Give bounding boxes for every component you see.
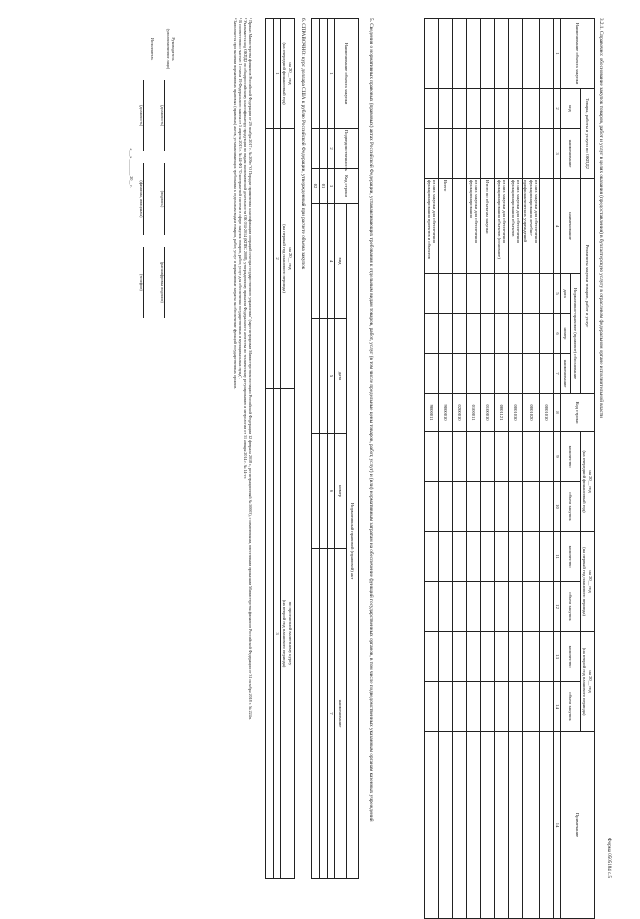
row-code: 9000010	[439, 394, 453, 432]
th6-y1: на 20__ год (на очередной финансовый год)	[281, 19, 295, 129]
table-row	[453, 19, 467, 919]
table-row	[540, 19, 554, 919]
row-label: Всего	[439, 179, 453, 274]
row-code: 0100011	[467, 394, 481, 432]
footnotes	[233, 18, 253, 878]
th5-sub: Подведомственность	[335, 129, 359, 169]
head-name-field	[165, 247, 176, 318]
th-note: Примечание	[561, 732, 595, 919]
row-label: из них закупки для обеспечения функционирования лечебно-профилактических учреждений	[523, 179, 540, 274]
footnote-1: ¹ Приказ Министерства финансов Российской Федерации от 29 ноября 2017 г. № 209н "О Порядке применения классификации операций сектора государственного управления" (зарегистрирован Министерством юстиции Российской Федерации 12 февраля 2018 г., регистрационный № 50003), с изменениями, внесенными приказами Министерства финансов Российской Федерации от 31 октября 2018 г. № 224н.	[248, 18, 253, 720]
th5-act: Нормативный правовой (правовой) акт	[347, 204, 359, 879]
th-object: Наименование объекта закупки	[561, 19, 595, 89]
th6-y3: по прогнозной валютному курсу (на второй год планового периода)	[281, 389, 295, 879]
row-label: из них закупки для обеспечения функционирования объектов	[509, 179, 523, 274]
table-row	[266, 19, 274, 879]
table-row	[495, 19, 509, 919]
table-row	[481, 19, 495, 919]
footnote-2: ² Указывается код ОКПД2 по общероссийскому классификатору продукции по видам экономической деятельности ОК 034-2014 (КПЕС 2008), утвержденному приказом Федерального агентства по техническому регулированию и метрологии от 31 января 2014 г. № 14-ст.	[243, 18, 248, 479]
row-code: 0001020	[523, 394, 540, 432]
th-qty2: количество	[561, 532, 581, 582]
th-vol2: объем закупок	[561, 582, 581, 632]
footnote-4: ⁴ Заполняется при наличии нормативных правовых (правовых) актов, устанавливающих требования к отдельным видам товаров, работ, услуг и нормативные затраты на обеспечение функций государственных органов.	[233, 18, 238, 390]
rotated-form-sheet	[45, 18, 611, 878]
th-line-code: Код строки	[561, 394, 595, 432]
signature-date: «___» ________ 20__ г.	[129, 148, 134, 188]
th5-date: дата	[335, 319, 347, 434]
column-number-row-6: 1 2 3	[274, 19, 281, 879]
th-date: дата	[561, 274, 571, 314]
th-qty3: количество	[561, 632, 581, 682]
row-code: 0001030	[509, 394, 523, 432]
footnote-3: ³ В соответствии с частью 1 статьи 19 Федерального закона от 5 апреля 2013 г. № 44-ФЗ "О контрактной системе в сфере закупок товаров, работ, услуг для обеспечения государственных и муниципальных нужд".	[238, 18, 243, 380]
section-321-title: 3.2.1. Справочно: обоснование закупок товаров, работ и услуг в целях оказания (предоставления) в бухгалтерскую услугу в отраслевом федеральном органе исполнительной власти	[598, 18, 604, 418]
th-year2: на 20__ год (на первый год планового периода)	[581, 532, 595, 632]
column-number-row-5: 1 2 3 4 5 6 7	[328, 19, 335, 879]
row-label: из них закупки для обеспечения функционирования	[467, 179, 481, 274]
row-label: Итого по объектам закупки	[481, 179, 495, 274]
signature-block: Руководитель (уполномоченное лицо) (должность) (подпись) (расшифровка подписи) Исполнитель (должность) (фамилия, инициалы) (телефон) «___» ________ 20__ г.	[123, 18, 175, 318]
th-year3: на 20__ год (на второй год планового периода)	[581, 632, 595, 732]
head-label: Руководитель	[171, 37, 176, 61]
th5-type: вид	[335, 204, 347, 319]
th5-num: номер	[335, 434, 347, 549]
table-row: 02	[312, 19, 320, 879]
th-goods: Товары, работы и услуги по ОКПД2	[581, 89, 595, 179]
th-type: наименование	[561, 179, 581, 274]
row-code: 0100010	[481, 394, 495, 432]
section-6-title: 6. СПРАВОЧНО: курс доллара США к рублю Российской Федерации, утвержденный при расчете объема закупок	[300, 18, 306, 270]
th-year1: на 20__ год (на очередной финансовый год)	[581, 432, 595, 532]
row-code: 0200010	[453, 394, 467, 432]
table-row	[467, 19, 481, 919]
table-row	[439, 19, 453, 919]
row-code: 0001121	[495, 394, 509, 432]
table-row: 01	[320, 19, 328, 879]
table-row	[509, 19, 523, 919]
th-vol1: объем закупок	[561, 482, 581, 532]
usd-rate-table	[265, 18, 295, 879]
row-label: из них закупки для обеспечения функционирования проектов и объектов	[425, 179, 439, 274]
exec-position-field	[144, 80, 155, 151]
th-name-b: наименование	[561, 354, 571, 394]
column-number-row: 1 2 3 4 5 6 7 8 9 10 11 12 13 14 14	[554, 19, 561, 919]
section-5-title: 5. Сведения о нормативных правовых (правовых) актах Российской Федерации, устанавливающих требования к отдельным видам товаров, работ, услуг (в том числе предельные цены товаров, работ, услуг) и (или) нормативным затратам на обеспечение функций государственных органов, в том числе подведомственных указанным органам казенных учреждений	[368, 18, 374, 822]
th-name: наименование	[561, 129, 581, 179]
row-code: 9000011	[425, 394, 439, 432]
exec-label: Исполнитель	[150, 37, 155, 61]
exec-phone-field	[144, 247, 155, 318]
th-qty1: количество	[561, 432, 581, 482]
th-num: номер	[561, 314, 571, 354]
th5-code: Код строки	[335, 169, 359, 204]
table-row	[523, 19, 540, 919]
legal-acts-table	[311, 18, 359, 879]
row-label: из них закупки для обеспечения функционирования объектов (основное)	[495, 179, 509, 274]
row-label	[453, 179, 467, 274]
head-signature-field	[165, 163, 176, 234]
th5-name: наименование	[335, 549, 347, 879]
th-vol3: объем закупок	[561, 682, 581, 732]
table-row	[425, 19, 439, 919]
procurement-table	[424, 18, 595, 919]
th-code: код	[561, 89, 581, 129]
th6-y2: на 20__ год (на первый год планового периода)	[281, 129, 295, 389]
row-code: 0001010	[540, 394, 554, 432]
exec-name-field	[144, 163, 155, 234]
head-position-field	[165, 80, 176, 151]
row-label	[540, 179, 554, 274]
th-norm: Нормативно-правовое (правовое) обоснование	[571, 274, 581, 394]
th-doc: Реквизиты закупки товаров, работ и услуг	[581, 179, 595, 394]
form-number: Форма 0505184 с.5	[606, 837, 611, 878]
th5-object: Наименование объекта закупки	[335, 19, 359, 129]
